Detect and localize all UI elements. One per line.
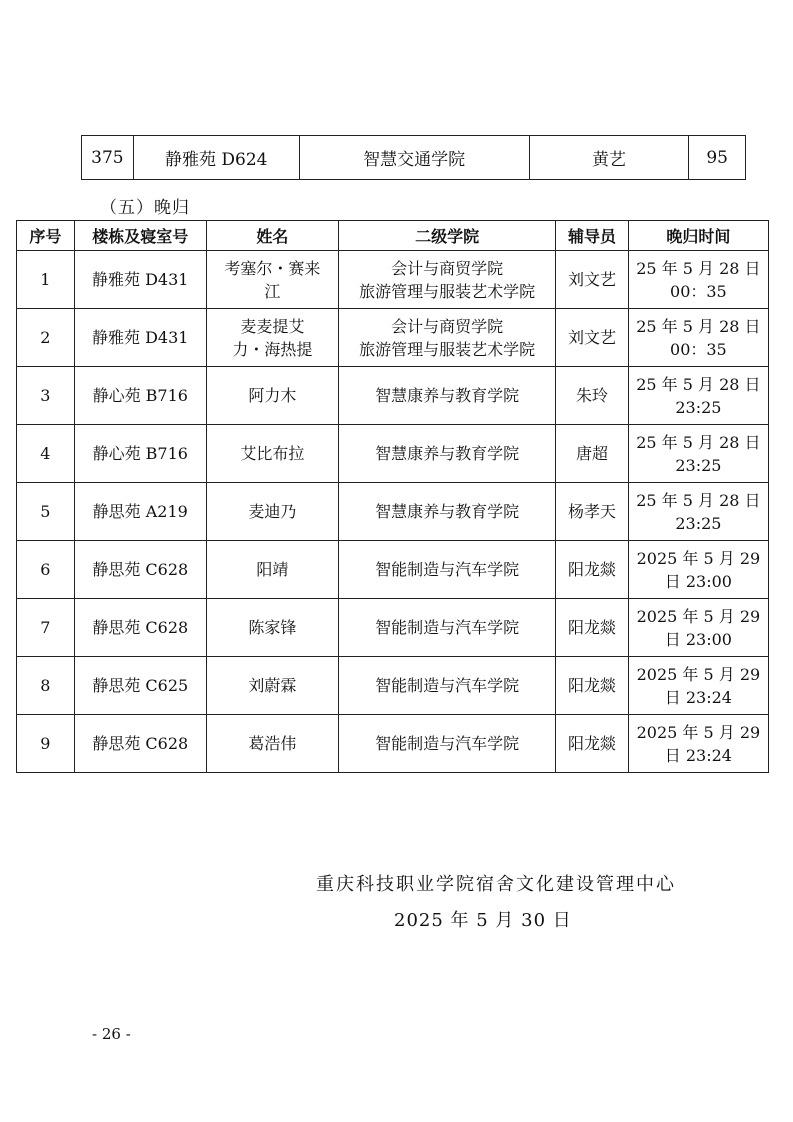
page-number: - 26 -: [92, 1025, 131, 1043]
cell-name-line: 陈家锋: [248, 618, 297, 637]
cell-counselor: 刘文艺: [556, 309, 629, 367]
cell-college-line: 智能制造与汽车学院: [375, 560, 520, 579]
header-name: 姓名: [206, 221, 338, 251]
cell-room: 静雅苑 D431: [74, 309, 206, 367]
cell-counselor: 阳龙燚: [556, 541, 629, 599]
cell-counselor: 黄艺: [529, 136, 689, 180]
cell-time: [628, 599, 768, 657]
cell-room: 静心苑 B716: [74, 367, 206, 425]
cell-time-line: 日 23:00: [664, 629, 732, 649]
cell-college-line: 会计与商贸学院: [391, 258, 504, 278]
cell-time: [628, 251, 768, 309]
cell-college-line: 智慧康养与教育学院: [375, 386, 520, 405]
cell-time-line: 日 23:24: [664, 745, 732, 765]
cell-name: [206, 715, 338, 773]
cell-counselor: 朱玲: [556, 367, 629, 425]
cell-name: [206, 599, 338, 657]
cell-name: [206, 251, 338, 309]
cell-name: [206, 657, 338, 715]
table-row: [17, 599, 769, 657]
cell-time-line: 日 23:00: [664, 571, 732, 591]
header-room: 楼栋及寝室号: [74, 221, 206, 251]
cell-name-line: 阿力木: [248, 386, 297, 405]
section-heading: （五）晚归: [100, 198, 190, 218]
cell-counselor: 阳龙燚: [556, 657, 629, 715]
cell-time-line: 2025 年 5 月 29: [636, 664, 761, 684]
cell-time-line: 23:25: [675, 397, 722, 417]
cell-no: 1: [17, 251, 75, 309]
cell-counselor: 刘文艺: [556, 251, 629, 309]
header-counselor: 辅导员: [556, 221, 629, 251]
header-time: 晚归时间: [628, 221, 768, 251]
cell-time-line: 00：35: [670, 281, 727, 301]
cell-time: [628, 541, 768, 599]
cell-time-line: 25 年 5 月 28 日: [636, 258, 761, 278]
cell-name-line: 麦麦提艾: [240, 316, 305, 336]
cell-time-line: 23:25: [675, 513, 722, 533]
cell-time-line: 23:25: [675, 455, 722, 475]
cell-room: 静雅苑 D624: [133, 136, 299, 180]
cell-no: 375: [82, 136, 134, 180]
table-header-row: [17, 221, 769, 251]
cell-time-line: 00：35: [670, 339, 727, 359]
cell-name-line: 葛浩伟: [248, 734, 297, 753]
cell-college-line: 智能制造与汽车学院: [375, 618, 520, 637]
cell-college: [339, 425, 556, 483]
cell-college: [339, 541, 556, 599]
cell-room: 静思苑 A219: [74, 483, 206, 541]
cell-no: 2: [17, 309, 75, 367]
cell-no: 8: [17, 657, 75, 715]
cell-no: 3: [17, 367, 75, 425]
cell-time-line: 25 年 5 月 28 日: [636, 490, 761, 510]
cell-counselor: 杨孝天: [556, 483, 629, 541]
cell-time-line: 2025 年 5 月 29: [636, 722, 761, 742]
cell-name: [206, 425, 338, 483]
cell-college: [339, 367, 556, 425]
cell-name-line: 江: [264, 281, 281, 301]
footer-organization: 重庆科技职业学院宿舍文化建设管理中心: [316, 874, 676, 895]
cell-name-line: 力・海热提: [232, 339, 313, 359]
cell-college: [339, 599, 556, 657]
top-table-fragment: [81, 135, 746, 180]
table-row: [17, 251, 769, 309]
table-row: [17, 309, 769, 367]
cell-no: 7: [17, 599, 75, 657]
header-college: 二级学院: [339, 221, 556, 251]
cell-college: 智慧交通学院: [299, 136, 529, 180]
cell-name: [206, 367, 338, 425]
cell-counselor: 唐超: [556, 425, 629, 483]
cell-time-line: 2025 年 5 月 29: [636, 606, 761, 626]
cell-counselor: 阳龙燚: [556, 715, 629, 773]
cell-college: [339, 483, 556, 541]
table-row: [82, 136, 746, 180]
cell-counselor: 阳龙燚: [556, 599, 629, 657]
table-row: [17, 425, 769, 483]
cell-no: 9: [17, 715, 75, 773]
cell-room: 静思苑 C628: [74, 715, 206, 773]
cell-time-line: 2025 年 5 月 29: [636, 548, 761, 568]
cell-no: 6: [17, 541, 75, 599]
table-row: [17, 483, 769, 541]
cell-time: [628, 367, 768, 425]
table-row: [17, 715, 769, 773]
cell-college: [339, 251, 556, 309]
footer-date: 2025 年 5 月 30 日: [394, 910, 572, 931]
cell-name-line: 麦迪乃: [248, 502, 297, 521]
cell-time-line: 25 年 5 月 28 日: [636, 374, 761, 394]
cell-no: 5: [17, 483, 75, 541]
cell-name: [206, 483, 338, 541]
cell-college-line: 智能制造与汽车学院: [375, 734, 520, 753]
cell-time: [628, 425, 768, 483]
cell-room: 静雅苑 D431: [74, 251, 206, 309]
late-return-table: [16, 220, 769, 773]
cell-score: 95: [689, 136, 746, 180]
cell-name-line: 考塞尔・赛来: [224, 258, 321, 278]
cell-college-line: 会计与商贸学院: [391, 316, 504, 336]
header-no: 序号: [17, 221, 75, 251]
table-row: [17, 541, 769, 599]
late-table-body: [17, 251, 769, 773]
cell-time: [628, 309, 768, 367]
cell-college: [339, 309, 556, 367]
cell-name-line: 刘蔚霖: [248, 676, 297, 695]
cell-no: 4: [17, 425, 75, 483]
cell-time-line: 日 23:24: [664, 687, 732, 707]
cell-name: [206, 309, 338, 367]
cell-room: 静思苑 C628: [74, 541, 206, 599]
cell-time-line: 25 年 5 月 28 日: [636, 316, 761, 336]
cell-time-line: 25 年 5 月 28 日: [636, 432, 761, 452]
cell-college: [339, 715, 556, 773]
cell-college-line: 智慧康养与教育学院: [375, 502, 520, 521]
cell-room: 静思苑 C628: [74, 599, 206, 657]
table-row: [17, 657, 769, 715]
cell-time: [628, 657, 768, 715]
cell-college-line: 旅游管理与服装艺术学院: [359, 339, 536, 359]
cell-room: 静心苑 B716: [74, 425, 206, 483]
cell-college-line: 智能制造与汽车学院: [375, 676, 520, 695]
cell-name: [206, 541, 338, 599]
cell-time: [628, 483, 768, 541]
cell-college-line: 智慧康养与教育学院: [375, 444, 520, 463]
table-row: [17, 367, 769, 425]
cell-room: 静思苑 C625: [74, 657, 206, 715]
cell-college-line: 旅游管理与服装艺术学院: [359, 281, 536, 301]
cell-name-line: 阳靖: [256, 560, 289, 579]
cell-time: [628, 715, 768, 773]
cell-name-line: 艾比布拉: [240, 444, 305, 463]
cell-college: [339, 657, 556, 715]
